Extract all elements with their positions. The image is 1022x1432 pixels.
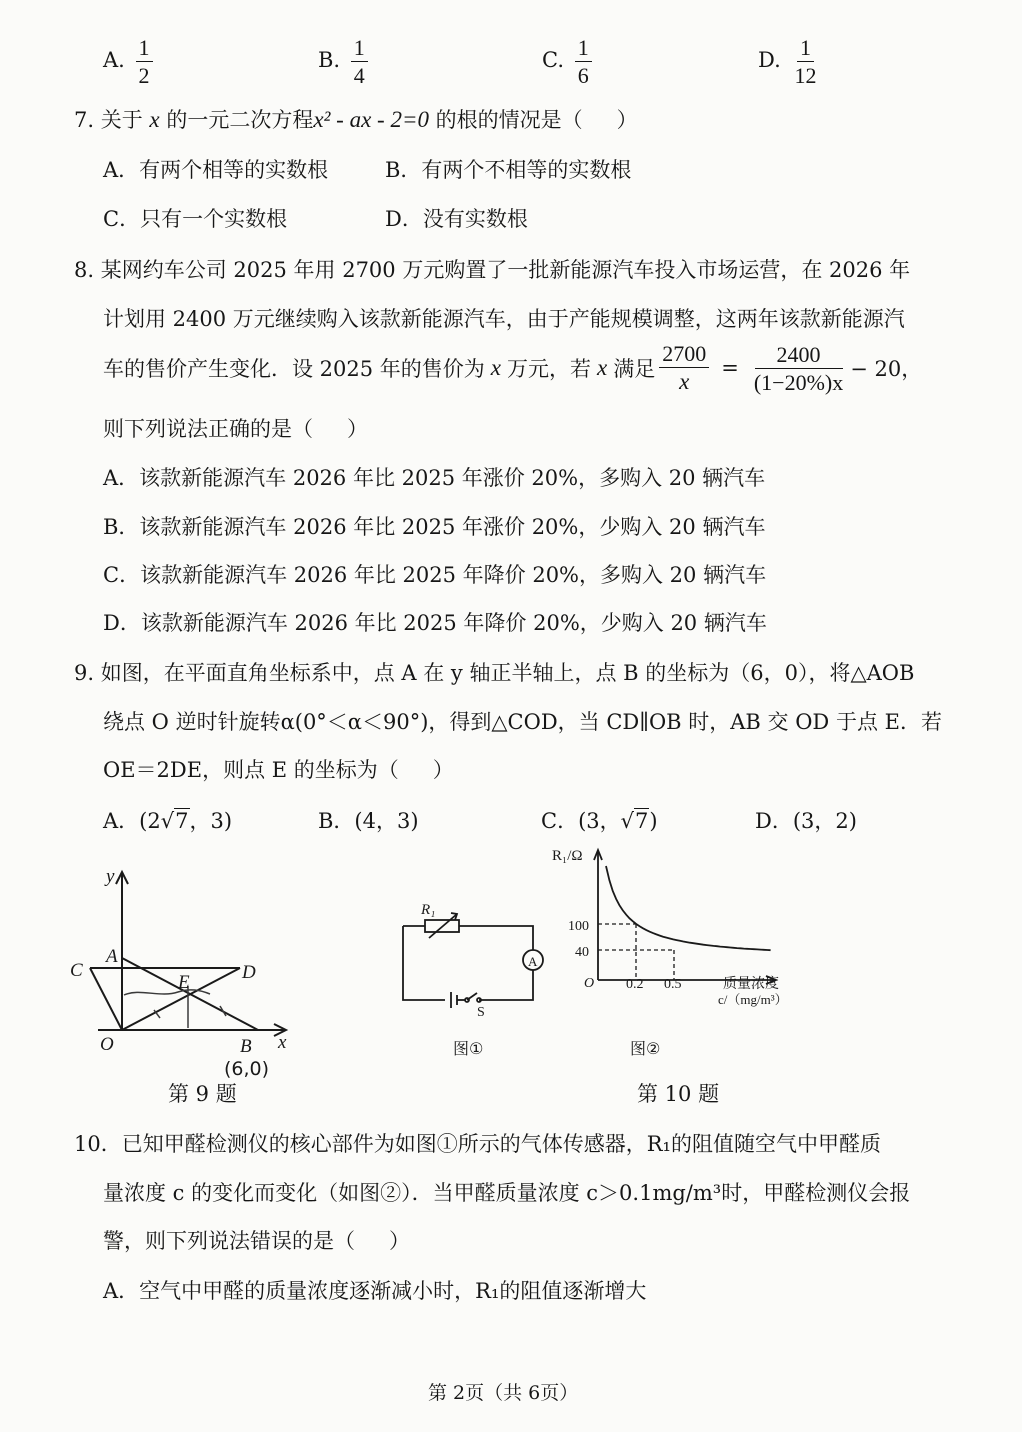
q6-option-b-num: 1 [351, 36, 368, 62]
graph-xtick-05: 0.5 [664, 977, 682, 992]
q9-option-b: B．(4，3) [318, 809, 419, 833]
graph-ytick-100: 100 [568, 919, 589, 934]
q6-option-a-fraction [136, 36, 153, 87]
figure-10-graph [548, 840, 798, 1060]
graph-x-label-2: c/（mg/m³） [718, 992, 788, 1007]
graph-caption: 图② [630, 1039, 661, 1058]
q10-line-3 [103, 1225, 410, 1255]
q6-option-c-letter: C. [542, 48, 564, 73]
q8-frac1-den: x [679, 369, 690, 395]
fig10-caption: 第 10 题 [637, 1082, 720, 1106]
q8-line3-a: 车的售价产生变化．设 2025 年的售价为 [103, 357, 485, 382]
circuit-wire-left [403, 926, 445, 1000]
q7-stem-b: 的一元二次方程 [166, 108, 314, 132]
q8-line3-x2: x [597, 355, 608, 381]
q6-option-a-num: 1 [136, 36, 153, 62]
q8-line3-x: x [490, 355, 502, 381]
q6-option-b-letter: B. [318, 48, 341, 73]
q6-option-a [103, 36, 157, 87]
circuit-label-r1: R₁ [421, 902, 436, 918]
q8-line-1 [74, 254, 910, 284]
q7-equation: x² - ax - 2=0 [313, 107, 429, 132]
graph-origin: O [584, 976, 595, 991]
q6-option-d-den: 12 [794, 63, 817, 89]
circuit-wire-top [459, 926, 533, 950]
q7-option-d: D．没有实数根 [385, 207, 528, 231]
q10-line3-end: ） [389, 1229, 410, 1253]
graph-y-label: R₁/Ω [552, 848, 583, 864]
q7-option-b: B．有两个不相等的实数根 [385, 158, 632, 182]
q7-stem-a: 关于 [100, 108, 143, 132]
q8-fraction-1 [659, 342, 709, 394]
q8-eq: = [721, 356, 739, 381]
q6-option-b-den: 4 [353, 63, 365, 89]
q9-option-a-radicand: 7 [175, 809, 189, 833]
graph-ytick-40: 40 [575, 945, 589, 960]
fig9-caption: 第 9 题 [168, 1082, 237, 1106]
q9-line1-text: 如图，在平面直角坐标系中，点 A 在 y 轴正半轴上，点 B 的坐标为（6，0），将△AOB [100, 661, 915, 685]
q8-line4-a: 则下列说法正确的是（ [103, 417, 313, 441]
fig9-handwriting: (6,0) [224, 1058, 270, 1080]
q6-option-b-fraction [351, 36, 368, 87]
fig9-label-o: O [100, 1034, 114, 1055]
fig9-label-y: y [106, 866, 115, 887]
q8-line-4 [103, 413, 368, 443]
q7-stem-c: 的根的情况是（ [435, 108, 583, 132]
fig9-label-b: B [240, 1036, 252, 1057]
q6-option-b [318, 36, 372, 87]
q6-option-d [758, 36, 823, 87]
q7-option-c: C．只有一个实数根 [103, 207, 288, 231]
q8-option-d: D．该款新能源汽车 2026 年比 2025 年降价 20%，少购入 20 辆汽车 [103, 611, 767, 635]
q9-option-c: C．(3，√7) [541, 809, 658, 833]
fig9-label-d: D [242, 962, 256, 983]
fig9-label-a: A [106, 946, 118, 967]
q8-line1-text: 某网约车公司 2025 年用 2700 万元购置了一批新能源汽车投入市场运营，在 2026 年 [100, 258, 911, 282]
q8-line-3 [103, 342, 922, 394]
q8-frac2-num: 2400 [755, 343, 843, 369]
circuit-label-switch: S [477, 1005, 485, 1020]
q8-line3-c: 满足 [613, 357, 656, 382]
q6-option-c-den: 6 [577, 63, 589, 89]
q8-frac1-num: 2700 [659, 342, 709, 368]
q9-line3-end: ） [432, 758, 454, 782]
q7-var-x: x [149, 107, 160, 132]
q9-option-d: D．(3，2) [755, 809, 857, 833]
q10-number: 10． [74, 1132, 122, 1156]
q9-line-2: 绕点 O 逆时针旋转α(0°＜α＜90°)，得到△COD，当 CD∥OB 时，AB 交 OD 于点 E．若 [103, 710, 942, 734]
q9-option-a-pre: A．(2 [103, 809, 161, 833]
q6-option-c-fraction [575, 36, 592, 87]
graph-x-label-1: 质量浓度 [723, 976, 779, 992]
circuit-caption: 图① [453, 1039, 484, 1058]
fig9-label-x: x [278, 1032, 287, 1053]
q7-number: 7. [74, 108, 95, 132]
fig9-segment-oc [90, 968, 122, 1030]
q8-frac2-den: (1−20%)x [753, 369, 844, 395]
q6-option-d-num: 1 [797, 36, 814, 62]
page-footer: 第 2页（共 6页） [428, 1382, 579, 1404]
q10-line-1 [74, 1128, 881, 1158]
circuit-wire-right [479, 970, 533, 1000]
q6-option-d-letter: D. [758, 48, 781, 73]
q8-option-c: C．该款新能源汽车 2026 年比 2025 年降价 20%，多购入 20 辆汽车 [103, 563, 767, 587]
q6-option-a-letter: A. [103, 48, 125, 73]
q7-stem [74, 104, 638, 134]
q9-option-a-post: ，3) [189, 809, 233, 833]
q6-option-c [542, 36, 596, 87]
figure-9 [60, 860, 310, 1090]
q10-line1-text: 已知甲醛检测仪的核心部件为如图①所示的气体传感器，R₁的阻值随空气中甲醛质 [121, 1132, 881, 1156]
figure-10-circuit [395, 890, 555, 1060]
q10-line-2: 量浓度 c 的变化而变化（如图②）．当甲醛质量浓度 c＞0.1mg/m³时，甲醛检测仪会报 [103, 1181, 911, 1205]
q7-stem-d: ） [616, 108, 638, 132]
q9-option-c-radicand: 7 [635, 809, 649, 833]
graph-guide-lines [598, 924, 674, 980]
q8-line4-b: ） [347, 417, 368, 441]
q8-fraction-2 [751, 343, 846, 394]
q8-number: 8. [74, 258, 95, 282]
q9-option-c-pre: C．(3， [541, 809, 621, 833]
circuit-label-ammeter: A [528, 954, 538, 969]
q8-option-b: B．该款新能源汽车 2026 年比 2025 年涨价 20%，少购入 20 辆汽车 [103, 515, 766, 539]
q8-line3-b: 万元，若 [507, 357, 592, 382]
q9-option-c-post: ) [649, 809, 658, 833]
q6-option-a-den: 2 [138, 63, 150, 89]
q8-option-a: A．该款新能源汽车 2026 年比 2025 年涨价 20%，多购入 20 辆汽车 [103, 466, 766, 490]
fig9-label-c: C [70, 960, 83, 981]
q8-line-2: 计划用 2400 万元继续购入该款新能源汽车，由于产能规模调整，这两年该款新能源汽 [103, 307, 905, 331]
q9-option-a: A．(2√7，3) [103, 809, 233, 833]
q6-option-d-fraction [791, 36, 819, 87]
graph-curve [606, 866, 771, 950]
q10-line3-text: 警，则下列说法错误的是（ [103, 1229, 355, 1253]
q9-number: 9. [74, 661, 95, 685]
q10-option-a: A．空气中甲醛的质量浓度逐渐减小时，R₁的阻值逐渐增大 [103, 1279, 647, 1303]
q9-line-3 [103, 754, 454, 784]
q9-line-1 [74, 657, 914, 687]
q7-option-a: A．有两个相等的实数根 [103, 158, 329, 182]
q8-tail: − 20， [850, 357, 923, 382]
q6-option-c-num: 1 [575, 36, 592, 62]
q9-line3-text: OE＝2DE，则点 E 的坐标为（ [103, 758, 399, 782]
fig9-label-e: E [178, 972, 190, 993]
graph-xtick-02: 0.2 [626, 977, 644, 992]
